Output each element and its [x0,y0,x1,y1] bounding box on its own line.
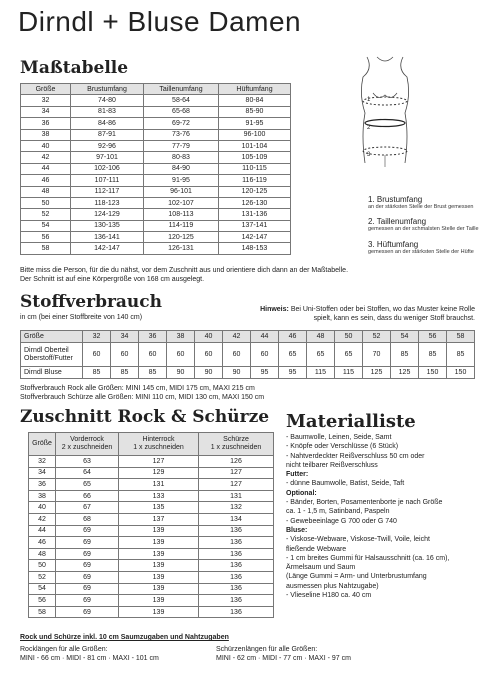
table-cell: 34 [21,106,71,117]
table-row [21,152,291,163]
table-cell: 40 [29,502,56,514]
column-header: 52 [363,331,391,343]
table-cell: 32 [21,95,71,106]
marker-1: 1 [367,97,371,103]
legend-hueftumfang [368,240,474,255]
list-item: nicht teilbarer Reißverschluss [286,461,378,469]
legend-item1-sub: an der stärksten Stelle der Brust gemessen [368,204,474,210]
rocklaengen-label: Rocklängen für alle Größen: [20,646,108,653]
materialliste-list [286,433,486,600]
table-row [29,583,274,595]
stoffverbrauch-heading: Stoffverbrauch [20,292,163,312]
schuerzenlaengen-label: Schürzenlängen für alle Größen: [216,646,318,653]
rocklaengen-values: MINI - 66 cm · MIDI - 81 cm · MAXI - 101 cm [20,655,159,662]
table-cell: 46 [21,175,71,186]
table-cell: 134 [199,513,274,525]
zuschnitt-heading: Zuschnitt Rock & Schürze [20,407,270,427]
table-row [29,490,274,502]
table-cell: 137-141 [219,220,291,231]
table-cell: 136 [199,560,274,572]
table-cell: 60 [111,343,139,367]
table-cell: 102-106 [71,163,144,174]
list-item: - Nahtverdeckter Reißverschluss 50 cm oder [286,452,425,460]
table-cell: 150 [447,367,475,379]
masstabelle-table [20,83,291,255]
legend-item3-title: 3. Hüftumfang [368,240,419,249]
table-row [21,95,291,106]
table-cell: 63 [56,456,119,468]
table-cell: 139 [119,560,199,572]
table-cell: 102-107 [144,197,219,208]
table-row [21,175,291,186]
stoffverbrauch-sub: in cm (bei einer Stoffbreite von 140 cm) [20,314,143,321]
table-cell: 65-68 [144,106,219,117]
column-header: Brustumfang [71,84,144,95]
column-header: 34 [111,331,139,343]
table-cell: 65 [56,479,119,491]
table-cell: 139 [119,537,199,549]
table-cell: 70 [363,343,391,367]
rocklaengen [20,645,159,663]
table-row [21,163,291,174]
table-cell: 127 [199,479,274,491]
list-item: ausmessen plus Nahtzugabe) [286,582,379,590]
table-cell: 101-104 [219,140,291,151]
table-cell: 85 [111,367,139,379]
table-row [21,129,291,140]
table-cell: 73-76 [144,129,219,140]
stoffverbrauch-table [20,330,475,379]
table-row [29,513,274,525]
column-header: Taillenumfang [144,84,219,95]
table-cell: 136 [199,583,274,595]
table-cell: 38 [21,129,71,140]
table-row [21,140,291,151]
table-cell: 126 [199,456,274,468]
table-cell: 120-125 [144,232,219,243]
table-cell: 44 [29,525,56,537]
column-header: Größe [21,84,71,95]
list-item: - Viskose-Webware, Viskose-Twill, Voile, leicht [286,536,430,544]
table-cell: 108-113 [144,209,219,220]
list-item: - dünne Baumwolle, Batist, Seide, Taft [286,480,405,488]
table-cell: 127 [119,456,199,468]
row-label-line1: Dirndl Oberteil [24,346,69,354]
table-cell: 69 [56,606,119,618]
table-cell: 95 [279,367,307,379]
marker-3: 3 [367,152,371,158]
column-header: 46 [279,331,307,343]
table-cell: 69 [56,595,119,607]
table-cell: 60 [223,343,251,367]
table-cell: 125 [391,367,419,379]
table-cell: 65 [335,343,363,367]
table-cell: 90 [223,367,251,379]
masstabelle-heading: Maßtabelle [20,58,129,78]
page-title: Dirndl + Bluse Damen [18,6,302,37]
column-header: 32 [83,331,111,343]
table-cell: 46 [29,537,56,549]
table-cell: 139 [119,606,199,618]
table-cell: 118-123 [71,197,144,208]
column-header: 40 [195,331,223,343]
schuerzenlaengen [216,645,351,663]
table-row [21,197,291,208]
legend-taillenumfang [368,217,479,232]
legend-item3-sub: gemessen an der stärksten Stelle der Hüfte [368,249,474,255]
table-cell: 69-72 [144,118,219,129]
table-cell: 65 [279,343,307,367]
zuschnitt-table [28,432,274,618]
list-item: - Knöpfe oder Verschlüsse (6 Stück) [286,443,399,451]
table-cell: 139 [119,595,199,607]
hint-text: Bei Uni-Stoffen oder bei Stoffen, wo das Muster keine Rolle [290,306,475,313]
table-row [29,571,274,583]
table-cell: 136-141 [71,232,144,243]
hint-text-2: spielt, kann es sein, dass du weniger Stoff brauchst. [313,315,475,322]
column-header: 38 [167,331,195,343]
table-cell: 107-111 [71,175,144,186]
column-header: Größe [29,433,56,456]
table-cell: 48 [21,186,71,197]
masstabelle-note-line1: Bitte miss die Person, für die du nähst, vor dem Zuschnitt aus und orientiere dich dann an der Maßtabelle. [20,267,349,274]
table-cell: 60 [139,343,167,367]
column-header: 50 [335,331,363,343]
table-cell: 85 [391,343,419,367]
table-cell: 133 [119,490,199,502]
table-row [21,343,475,367]
table-cell: 148-153 [219,243,291,254]
table-cell: 150 [419,367,447,379]
table-cell: 60 [251,343,279,367]
table-cell: 68 [56,513,119,525]
table-cell: 92-96 [71,140,144,151]
table-cell: 85 [139,367,167,379]
legend-item1-title: 1. Brustumfang [368,195,423,204]
table-row [29,606,274,618]
table-row [21,118,291,129]
list-item: - 1 cm breites Gummi für Halsausschnitt (ca. 16 cm), [286,554,450,562]
list-item: - Vlieseline H180 ca. 40 cm [286,592,372,600]
row-label-line2: Oberstoff/Futter [24,354,73,362]
column-header: 48 [307,331,335,343]
table-cell: 58 [29,606,56,618]
table-cell: 126-130 [219,197,291,208]
list-item: ca. 1 - 1,5 m, Satinband, Paspeln [286,508,390,516]
legend-item2-title: 2. Taillenumfang [368,217,427,226]
table-cell: 132 [199,502,274,514]
table-cell: 95 [251,367,279,379]
table-cell: 129 [119,467,199,479]
table-cell: 139 [119,583,199,595]
zuschnitt-footnote: Rock und Schürze inkl. 10 cm Saumzugaben und Nahtzugaben [20,634,229,641]
table-cell: 48 [29,548,56,560]
table-cell: 66 [56,490,119,502]
table-cell: 56 [29,595,56,607]
list-section-label: Optional: [286,489,317,497]
table-cell: 142-147 [219,232,291,243]
table-row [21,232,291,243]
table-row [21,220,291,231]
table-cell: 115 [307,367,335,379]
column-header: 54 [391,331,419,343]
materialliste-heading: Materialliste [286,411,416,432]
table-cell: 116-119 [219,175,291,186]
table-cell: 44 [21,163,71,174]
body-figure-illustration [355,55,415,170]
table-cell: 136 [199,537,274,549]
table-cell: 97-101 [71,152,144,163]
marker-2: 2 [367,125,371,131]
table-cell: 135 [119,502,199,514]
table-cell: 85 [447,343,475,367]
table-cell: 87-91 [71,129,144,140]
table-row [29,502,274,514]
column-header: 58 [447,331,475,343]
table-cell: 69 [56,571,119,583]
table-cell: 137 [119,513,199,525]
schuerzenlaengen-values: MINI - 62 cm · MIDI - 77 cm · MAXI - 97 cm [216,655,351,662]
table-cell: 36 [29,479,56,491]
table-cell: 81-83 [71,106,144,117]
column-header: Größe [21,331,83,343]
table-cell: 69 [56,548,119,560]
table-cell: 69 [56,525,119,537]
table-cell: 42 [29,513,56,525]
column-header: 44 [251,331,279,343]
table-cell: 131-136 [219,209,291,220]
table-row [21,209,291,220]
table-cell: 52 [21,209,71,220]
table-cell: 139 [119,571,199,583]
list-section-label: Futter: [286,471,309,479]
list-item: fließende Webware [286,545,347,553]
table-row [21,243,291,254]
table-cell: 56 [21,232,71,243]
table-cell: 69 [56,560,119,572]
column-header: Hinterrock 1 x zuschneiden [119,433,199,456]
table-row [29,525,274,537]
table-row [21,186,291,197]
table-cell: 136 [199,606,274,618]
table-cell: 38 [29,490,56,502]
column-header: Schürze 1 x zuschneiden [199,433,274,456]
table-row [21,367,475,379]
list-item: (Länge Gummi = Arm- und Unterbrustumfang [286,573,427,581]
table-cell: 142-147 [71,243,144,254]
table-cell: 69 [56,583,119,595]
table-cell: 74-80 [71,95,144,106]
table-cell: 50 [21,197,71,208]
table-row [29,560,274,572]
table-cell: 85 [83,367,111,379]
list-item: - Gewebeeinlage G 700 oder G 740 [286,517,397,525]
table-cell: 96-100 [219,129,291,140]
table-cell: 60 [195,343,223,367]
table-row [29,456,274,468]
column-header: 36 [139,331,167,343]
masstabelle-note-line2: Der Schnitt ist auf eine Körpergröße von 168 cm ausgelegt. [20,276,205,283]
table-row [29,467,274,479]
table-cell: 77-79 [144,140,219,151]
table-cell: 131 [199,490,274,502]
column-header: Hüftumfang [219,84,291,95]
table-cell: 58-64 [144,95,219,106]
table-cell: 139 [119,548,199,560]
table-cell: 60 [83,343,111,367]
column-header: 42 [223,331,251,343]
table-cell: 84-90 [144,163,219,174]
table-row [29,595,274,607]
list-item: - Bänder, Borten, Posamentenborte je nach Größe [286,499,443,507]
table-cell: 60 [167,343,195,367]
table-row [21,106,291,117]
column-header: Vorderrock 2 x zuschneiden [56,433,119,456]
table-cell: 126-131 [144,243,219,254]
table-cell: 114-119 [144,220,219,231]
list-item: Ärmelsaum und Saum [286,564,356,572]
row-label [21,343,83,367]
table-cell: 127 [199,467,274,479]
table-cell: 64 [56,467,119,479]
table-cell: 110-115 [219,163,291,174]
table-cell: 69 [56,537,119,549]
hint-label: Hinweis: [260,306,289,313]
stoffverbrauch-hint [215,305,475,323]
table-cell: 131 [119,479,199,491]
table-row [29,548,274,560]
stoffverbrauch-rock-line: Stoffverbrauch Rock alle Größen: MINI 145 cm, MIDI 175 cm, MAXI 215 cm [20,385,255,392]
table-row [29,537,274,549]
table-cell: 80-83 [144,152,219,163]
table-cell: 85-90 [219,106,291,117]
table-cell: 32 [29,456,56,468]
list-section-label: Bluse: [286,526,308,534]
table-cell: 42 [21,152,71,163]
table-cell: 50 [29,560,56,572]
table-cell: 136 [199,571,274,583]
table-cell: 52 [29,571,56,583]
table-cell: 54 [21,220,71,231]
table-cell: 136 [199,525,274,537]
table-cell: 105-109 [219,152,291,163]
table-cell: 80-84 [219,95,291,106]
table-cell: 136 [199,548,274,560]
table-cell: 115 [335,367,363,379]
legend-item2-sub: gemessen an der schmalsten Stelle der Taille [368,226,479,232]
table-cell: 112-117 [71,186,144,197]
stoffverbrauch-schuerze-line: Stoffverbrauch Schürze alle Größen: MINI 110 cm, MIDI 130 cm, MAXI 150 cm [20,394,265,401]
table-cell: 120-125 [219,186,291,197]
table-cell: 96-101 [144,186,219,197]
table-cell: 91-95 [144,175,219,186]
table-cell: 85 [419,343,447,367]
list-item: - Baumwolle, Leinen, Seide, Samt [286,434,392,441]
table-cell: 124-129 [71,209,144,220]
table-cell: 125 [363,367,391,379]
table-cell: 65 [307,343,335,367]
table-cell: 36 [21,118,71,129]
table-cell: 67 [56,502,119,514]
legend-brustumfang [368,195,473,210]
table-cell: 139 [119,525,199,537]
table-cell: 90 [167,367,195,379]
table-cell: 34 [29,467,56,479]
column-header: 56 [419,331,447,343]
table-cell: 54 [29,583,56,595]
table-cell: 136 [199,595,274,607]
table-cell: 90 [195,367,223,379]
masstabelle-note [20,266,480,284]
table-cell: 58 [21,243,71,254]
table-cell: 91-95 [219,118,291,129]
table-cell: 84-86 [71,118,144,129]
table-row [29,479,274,491]
table-cell: 130-135 [71,220,144,231]
row-label: Dirndl Bluse [21,367,83,379]
table-cell: 40 [21,140,71,151]
